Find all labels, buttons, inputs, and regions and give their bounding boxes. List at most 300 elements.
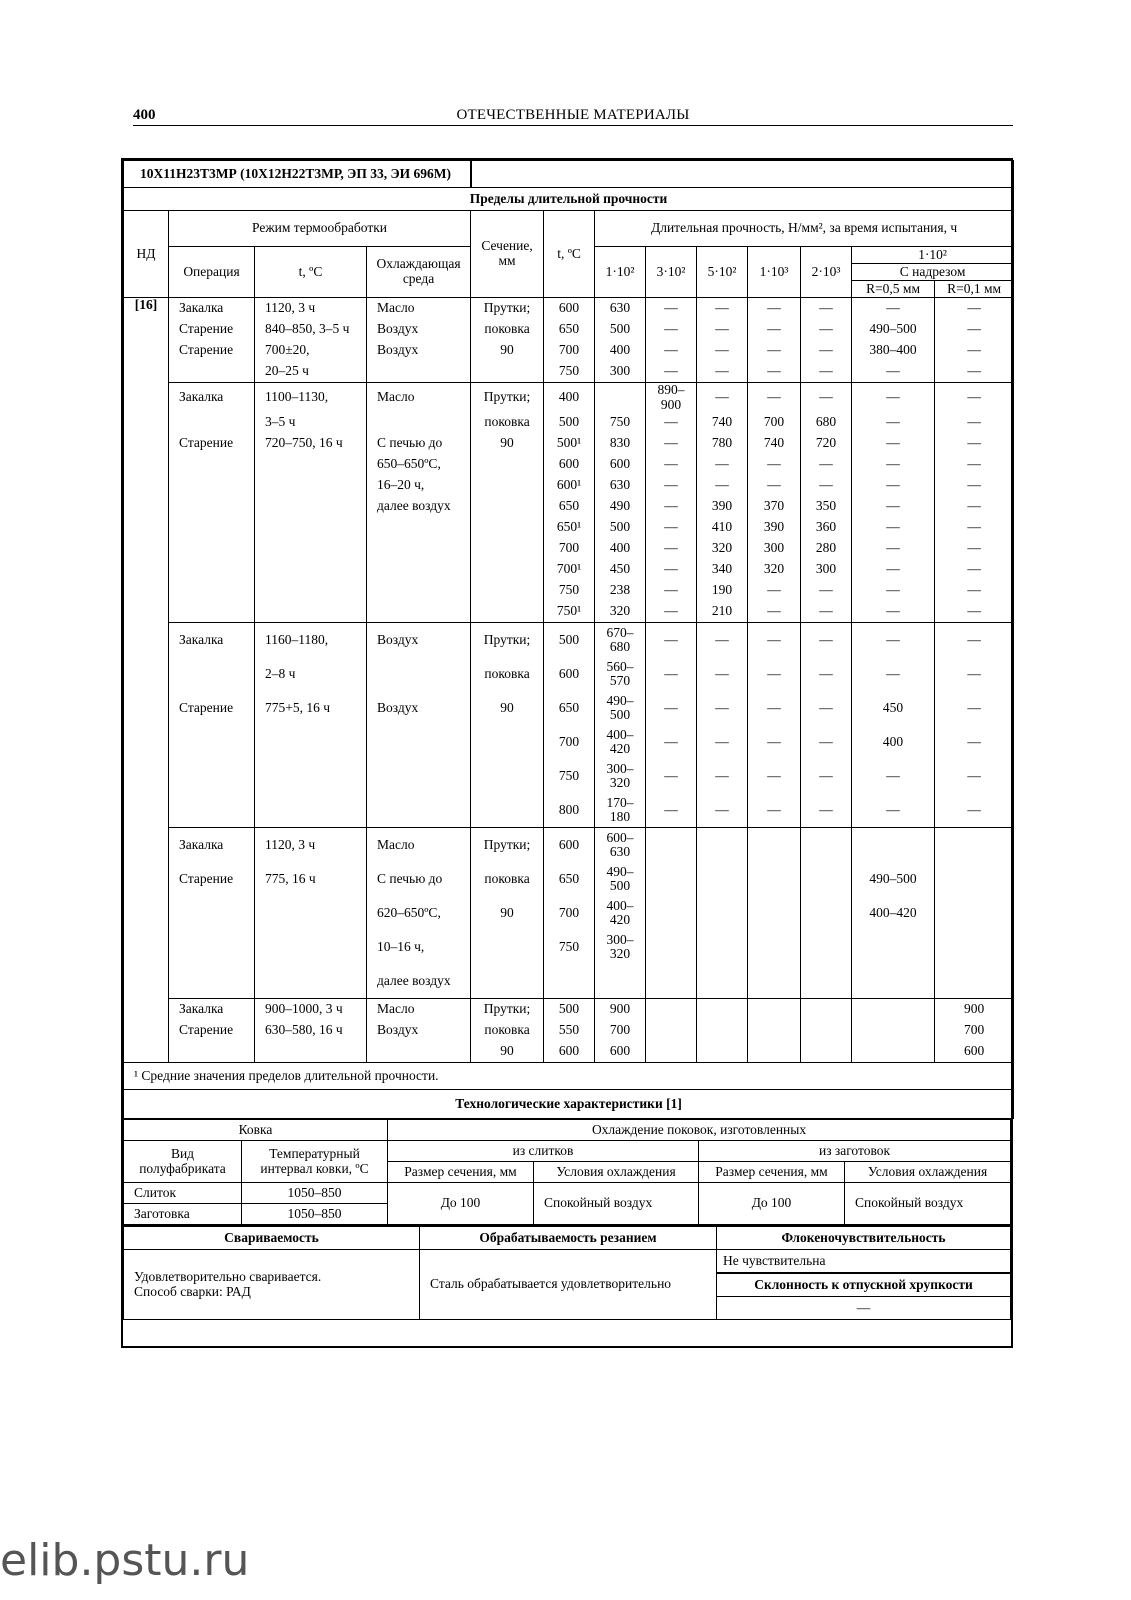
table-cell (646, 964, 697, 999)
table-cell (169, 580, 255, 601)
table-cell (367, 759, 471, 793)
table-row (124, 580, 1014, 601)
table-cell: — (801, 319, 852, 340)
table-cell (801, 1020, 852, 1041)
table-cell: 900 (595, 999, 646, 1021)
table-cell: 210 (697, 601, 748, 623)
table-cell: — (646, 517, 697, 538)
table-cell: 700 (544, 538, 595, 559)
machinability-title: Обрабатываемость резанием (420, 1226, 717, 1250)
temper-title: Склонность к отпускной хрупкости (717, 1273, 1011, 1297)
table-cell: Старение (169, 691, 255, 725)
table-cell: 830 (595, 433, 646, 454)
table-cell: 600 (935, 1041, 1014, 1063)
from-ingots-label: из слитков (388, 1141, 699, 1162)
table-row (124, 1020, 1014, 1041)
table-cell (255, 896, 367, 930)
table-cell: 300 (595, 361, 646, 383)
table-cell: — (935, 319, 1014, 340)
table-cell: 1100–1130, (255, 383, 367, 413)
table-cell (169, 475, 255, 496)
col-heat-treatment: Режим термообработки (169, 211, 471, 247)
table-cell: 650¹ (544, 517, 595, 538)
table-cell (471, 559, 544, 580)
table-cell: Масло (367, 298, 471, 320)
table-cell: Воздух (367, 691, 471, 725)
table-cell: Старение (169, 340, 255, 361)
table-cell: — (646, 475, 697, 496)
table-cell: 750 (544, 361, 595, 383)
table-cell (646, 1020, 697, 1041)
table-cell (697, 1041, 748, 1063)
table-cell: Закалка (169, 828, 255, 863)
table-cell: 600 (544, 828, 595, 863)
table-cell (935, 964, 1014, 999)
table-cell: — (697, 454, 748, 475)
strength-section-title: Пределы длительной прочности (124, 188, 1014, 211)
table-cell: — (935, 433, 1014, 454)
table-cell (935, 930, 1014, 964)
footnote: ¹ Средние значения пределов длительной прочности. (124, 1063, 1014, 1090)
table-cell (169, 657, 255, 691)
table-cell: 550 (544, 1020, 595, 1041)
table-cell: 350 (801, 496, 852, 517)
table-cell: — (935, 580, 1014, 601)
table-cell: Воздух (367, 340, 471, 361)
table-cell: 190 (697, 580, 748, 601)
weldability-text (124, 1250, 420, 1320)
table-cell: 90 (471, 896, 544, 930)
table-cell: Закалка (169, 298, 255, 320)
table-cell: 700±20, (255, 340, 367, 361)
table-cell: — (801, 793, 852, 828)
table-cell: 900–1000, 3 ч (255, 999, 367, 1021)
table-cell: — (697, 759, 748, 793)
table-cell: — (748, 580, 801, 601)
table-cell (697, 828, 748, 863)
table-cell: — (935, 340, 1014, 361)
table-cell: — (935, 298, 1014, 320)
time-col-1: 1·10² (595, 247, 646, 298)
table-cell (367, 517, 471, 538)
table-cell: — (801, 657, 852, 691)
table-cell: 410 (697, 517, 748, 538)
table-cell (367, 1041, 471, 1063)
forging-row-type: Заготовка (124, 1204, 242, 1225)
time-col-4: 1·10³ (748, 247, 801, 298)
table-cell: 490 (595, 496, 646, 517)
table-cell: 630–580, 16 ч (255, 1020, 367, 1041)
forging-table (123, 1119, 1011, 1225)
table-cell: — (801, 361, 852, 383)
table-cell: — (697, 691, 748, 725)
ingot-cond-label: Условия охлаждения (534, 1162, 699, 1183)
table-cell (255, 454, 367, 475)
table-cell: 600 (544, 657, 595, 691)
table-cell: — (646, 601, 697, 623)
table-row (124, 601, 1014, 623)
table-cell: Воздух (367, 623, 471, 658)
table-cell (595, 383, 646, 413)
table-cell: Старение (169, 433, 255, 454)
table-cell: 90 (471, 340, 544, 361)
table-cell: — (852, 759, 935, 793)
table-cell (367, 559, 471, 580)
table-cell: 238 (595, 580, 646, 601)
table-cell: — (935, 454, 1014, 475)
table-cell (646, 930, 697, 964)
table-row (124, 340, 1014, 361)
table-cell: — (697, 793, 748, 828)
table-cell: — (697, 623, 748, 658)
table-cell: 700 (595, 1020, 646, 1041)
notch-time: 1·10² (852, 247, 1014, 264)
table-cell: 490–500 (852, 319, 935, 340)
forging-label: Ковка (124, 1120, 388, 1141)
tech-section-title: Технологические характеристики [1] (124, 1090, 1014, 1119)
table-cell: 600 (544, 454, 595, 475)
table-cell: 400–420 (595, 725, 646, 759)
table-cell: 400 (544, 383, 595, 413)
table-cell (255, 964, 367, 999)
table-cell (471, 496, 544, 517)
table-cell: 400 (595, 340, 646, 361)
billet-size: До 100 (699, 1183, 845, 1225)
table-cell: 500 (595, 517, 646, 538)
table-cell: 700 (748, 412, 801, 433)
table-cell (169, 361, 255, 383)
table-cell (169, 930, 255, 964)
table-cell (471, 793, 544, 828)
table-cell: 780 (697, 433, 748, 454)
table-cell: 630 (595, 298, 646, 320)
table-cell: — (646, 496, 697, 517)
table-cell (471, 580, 544, 601)
table-cell: — (935, 496, 1014, 517)
table-cell (367, 657, 471, 691)
table-row (124, 828, 1014, 863)
table-cell (801, 930, 852, 964)
table-cell (255, 601, 367, 623)
weldability-line-1: Удовлетворительно сваривается. (134, 1269, 322, 1285)
table-cell: — (646, 559, 697, 580)
table-cell: — (801, 759, 852, 793)
table-cell: 680 (801, 412, 852, 433)
table-cell: 600 (544, 298, 595, 320)
table-cell: — (801, 475, 852, 496)
table-cell: поковка (471, 412, 544, 433)
table-cell: поковка (471, 862, 544, 896)
table-cell: — (646, 793, 697, 828)
table-row (124, 657, 1014, 691)
table-cell: — (748, 601, 801, 623)
table-cell: — (748, 361, 801, 383)
table-cell: 450 (595, 559, 646, 580)
table-cell: Закалка (169, 623, 255, 658)
table-cell: 650–650ºC, (367, 454, 471, 475)
table-cell: 450 (852, 691, 935, 725)
table-cell (544, 964, 595, 999)
table-cell: Закалка (169, 383, 255, 413)
table-cell (801, 828, 852, 863)
table-cell (367, 538, 471, 559)
table-cell (801, 1041, 852, 1063)
table-cell: — (935, 517, 1014, 538)
time-col-2: 3·10² (646, 247, 697, 298)
table-cell: 400 (595, 538, 646, 559)
table-cell: 720–750, 16 ч (255, 433, 367, 454)
table-cell: — (646, 412, 697, 433)
table-cell (169, 759, 255, 793)
table-cell (367, 793, 471, 828)
table-row (124, 383, 1014, 413)
table-cell: — (697, 657, 748, 691)
table-cell: — (935, 793, 1014, 828)
table-cell: 600 (544, 1041, 595, 1063)
table-cell: — (646, 319, 697, 340)
table-cell: — (646, 691, 697, 725)
table-cell: — (646, 725, 697, 759)
table-cell (595, 964, 646, 999)
ingot-cond: Спокойный воздух (534, 1183, 699, 1225)
table-cell: — (852, 433, 935, 454)
table-cell (471, 964, 544, 999)
table-cell: 300 (801, 559, 852, 580)
table-cell (471, 759, 544, 793)
table-cell: С печью до (367, 433, 471, 454)
table-cell: 500 (544, 999, 595, 1021)
table-cell: 90 (471, 433, 544, 454)
table-cell: — (646, 298, 697, 320)
table-cell: 400 (852, 725, 935, 759)
table-cell: — (646, 433, 697, 454)
table-cell: — (646, 454, 697, 475)
table-cell (367, 361, 471, 383)
table-cell (697, 1020, 748, 1041)
time-col-3: 5·10² (697, 247, 748, 298)
table-row (124, 496, 1014, 517)
table-cell (471, 361, 544, 383)
table-cell: — (697, 475, 748, 496)
table-cell: 650 (544, 496, 595, 517)
table-row (124, 412, 1014, 433)
table-cell: — (935, 657, 1014, 691)
title-blank (471, 161, 1014, 188)
table-cell: 320 (595, 601, 646, 623)
table-cell (748, 1020, 801, 1041)
table-cell (852, 964, 935, 999)
table-cell (748, 999, 801, 1021)
table-cell: 800 (544, 793, 595, 828)
table-cell (169, 559, 255, 580)
table-cell: 20–25 ч (255, 361, 367, 383)
table-cell: — (852, 412, 935, 433)
table-cell: — (935, 759, 1014, 793)
table-cell: — (852, 559, 935, 580)
table-cell (852, 930, 935, 964)
table-cell (471, 454, 544, 475)
table-cell: — (935, 475, 1014, 496)
table-cell: 630 (595, 475, 646, 496)
table-cell (646, 896, 697, 930)
table-cell: 700 (935, 1020, 1014, 1041)
table-cell: — (852, 361, 935, 383)
table-cell: 90 (471, 1041, 544, 1063)
table-cell: — (801, 691, 852, 725)
table-cell: Воздух (367, 319, 471, 340)
col-cooling: Охлаждающая среда (367, 247, 471, 298)
table-cell: — (697, 725, 748, 759)
table-cell: 500 (595, 319, 646, 340)
table-cell: — (935, 361, 1014, 383)
table-cell (852, 828, 935, 863)
material-card (121, 158, 1013, 1348)
table-cell (367, 601, 471, 623)
table-cell (471, 475, 544, 496)
temper-text: — (717, 1297, 1011, 1320)
table-cell: 620–650ºC, (367, 896, 471, 930)
table-cell: — (935, 538, 1014, 559)
table-row (124, 862, 1014, 896)
table-cell: — (697, 319, 748, 340)
table-cell (697, 930, 748, 964)
table-row (124, 475, 1014, 496)
table-cell: Закалка (169, 999, 255, 1021)
table-cell: — (935, 623, 1014, 658)
table-cell: Масло (367, 999, 471, 1021)
table-cell: 1120, 3 ч (255, 828, 367, 863)
notch-r2: R=0,1 мм (935, 281, 1014, 298)
table-cell: 400–420 (852, 896, 935, 930)
table-cell: — (935, 559, 1014, 580)
table-cell (697, 964, 748, 999)
table-cell: 1120, 3 ч (255, 298, 367, 320)
table-cell: С печью до (367, 862, 471, 896)
table-cell: 490–500 (595, 691, 646, 725)
table-cell (801, 862, 852, 896)
table-row (124, 793, 1014, 828)
table-cell (646, 1041, 697, 1063)
forging-row-range: 1050–850 (242, 1183, 388, 1204)
material-title: 10Х11Н23Т3МР (10Х12Н22Т3МР, ЭП 33, ЭИ 696М) (124, 161, 471, 188)
table-cell (748, 1041, 801, 1063)
col-test-temp: t, ºC (544, 211, 595, 298)
table-cell: 650 (544, 862, 595, 896)
weldability-title: Свариваемость (124, 1226, 420, 1250)
table-cell (255, 725, 367, 759)
table-cell (801, 964, 852, 999)
table-cell (169, 517, 255, 538)
table-cell: — (748, 475, 801, 496)
table-row (124, 298, 1014, 320)
table-cell: — (935, 601, 1014, 623)
table-cell (255, 580, 367, 601)
table-cell: 90 (471, 691, 544, 725)
table-cell: — (748, 759, 801, 793)
temp-range-label: Температурный интервал ковки, ºC (242, 1141, 388, 1183)
strength-body (124, 298, 1014, 1063)
table-cell: Старение (169, 1020, 255, 1041)
col-nd: НД (124, 211, 169, 298)
table-cell: 500¹ (544, 433, 595, 454)
table-cell: — (697, 298, 748, 320)
table-cell: — (852, 538, 935, 559)
table-cell: — (852, 793, 935, 828)
table-row (124, 559, 1014, 580)
semi-type-label: Вид полуфабриката (124, 1141, 242, 1183)
table-cell: — (748, 319, 801, 340)
flake-text: Не чувствительна (717, 1250, 1011, 1274)
table-cell: 750¹ (544, 601, 595, 623)
table-cell: — (852, 601, 935, 623)
table-cell: — (646, 657, 697, 691)
table-cell (255, 538, 367, 559)
table-cell: 390 (748, 517, 801, 538)
table-cell: 560–570 (595, 657, 646, 691)
col-strength: Длительная прочность, Н/мм², за время испытания, ч (595, 211, 1014, 247)
table-cell: Старение (169, 862, 255, 896)
table-cell (169, 1041, 255, 1063)
table-cell (367, 412, 471, 433)
table-cell: — (852, 623, 935, 658)
cooling-title: Охлаждение поковок, изготовленных (388, 1120, 1011, 1141)
table-cell (697, 862, 748, 896)
forging-row-type: Слиток (124, 1183, 242, 1204)
time-col-5: 2·10³ (801, 247, 852, 298)
table-cell: 700 (544, 340, 595, 361)
table-cell (169, 601, 255, 623)
table-cell: — (801, 623, 852, 658)
ingot-size: До 100 (388, 1183, 534, 1225)
table-cell (852, 1020, 935, 1041)
table-row (124, 691, 1014, 725)
table-cell: Прутки; (471, 999, 544, 1021)
table-cell: 740 (697, 412, 748, 433)
table-cell: 650 (544, 691, 595, 725)
table-cell (935, 862, 1014, 896)
table-cell: Воздух (367, 1020, 471, 1041)
table-cell (801, 896, 852, 930)
table-cell: далее воздух (367, 964, 471, 999)
billet-cond-label: Условия охлаждения (845, 1162, 1011, 1183)
table-cell: 320 (748, 559, 801, 580)
table-cell (169, 964, 255, 999)
table-cell (471, 517, 544, 538)
col-temp: t, ºC (255, 247, 367, 298)
table-row (124, 517, 1014, 538)
table-cell: Прутки; (471, 298, 544, 320)
table-cell: — (935, 412, 1014, 433)
table-cell: — (748, 725, 801, 759)
table-cell: — (748, 691, 801, 725)
table-cell: 890–900 (646, 383, 697, 413)
table-cell: — (748, 298, 801, 320)
table-cell: — (646, 340, 697, 361)
table-cell: — (852, 383, 935, 413)
table-cell: — (748, 657, 801, 691)
table-cell: далее воздух (367, 496, 471, 517)
table-cell: Масло (367, 383, 471, 413)
table-cell (748, 828, 801, 863)
table-cell (255, 759, 367, 793)
table-cell: 670–680 (595, 623, 646, 658)
table-cell (471, 930, 544, 964)
table-cell: 700 (544, 896, 595, 930)
table-cell: — (852, 496, 935, 517)
table-cell: — (748, 383, 801, 413)
table-cell: — (748, 454, 801, 475)
table-cell (255, 559, 367, 580)
